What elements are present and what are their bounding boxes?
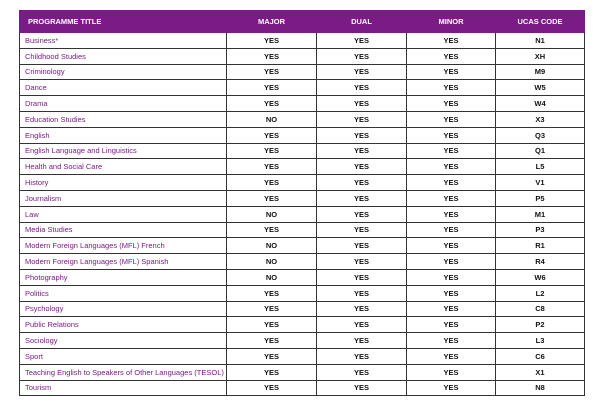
table-row — [20, 48, 585, 64]
dual-cell: YES — [317, 206, 407, 222]
dual-cell: YES — [317, 317, 407, 333]
table-row — [20, 222, 585, 238]
major-cell: YES — [227, 333, 317, 349]
ucas-code-cell: W4 — [496, 96, 585, 112]
minor-cell: YES — [407, 301, 496, 317]
table-row — [20, 190, 585, 206]
table-body — [20, 33, 585, 396]
header-minor: MINOR — [407, 11, 496, 33]
major-cell: NO — [227, 269, 317, 285]
major-cell: YES — [227, 285, 317, 301]
major-cell: YES — [227, 96, 317, 112]
minor-cell: YES — [407, 317, 496, 333]
minor-cell: YES — [407, 143, 496, 159]
minor-cell: YES — [407, 206, 496, 222]
header-ucas-code: UCAS CODE — [496, 11, 585, 33]
major-cell: NO — [227, 206, 317, 222]
minor-cell: YES — [407, 159, 496, 175]
major-cell: YES — [227, 301, 317, 317]
programme-title-cell: Business* — [20, 33, 227, 49]
programme-title-cell: English Language and Linguistics — [20, 143, 227, 159]
programme-title-cell: Education Studies — [20, 111, 227, 127]
minor-cell: YES — [407, 111, 496, 127]
minor-cell: YES — [407, 175, 496, 191]
major-cell: NO — [227, 238, 317, 254]
major-cell: YES — [227, 127, 317, 143]
dual-cell: YES — [317, 111, 407, 127]
minor-cell: YES — [407, 96, 496, 112]
ucas-code-cell: P2 — [496, 317, 585, 333]
table-row — [20, 254, 585, 270]
minor-cell: YES — [407, 285, 496, 301]
programme-title-cell: Criminology — [20, 64, 227, 80]
major-cell: YES — [227, 159, 317, 175]
ucas-code-cell: W5 — [496, 80, 585, 96]
minor-cell: YES — [407, 33, 496, 49]
dual-cell: YES — [317, 285, 407, 301]
header-dual: DUAL — [317, 11, 407, 33]
table-row — [20, 380, 585, 396]
programme-title-cell: Sport — [20, 348, 227, 364]
minor-cell: YES — [407, 127, 496, 143]
minor-cell: YES — [407, 222, 496, 238]
programme-title-cell: Psychology — [20, 301, 227, 317]
table-row — [20, 317, 585, 333]
dual-cell: YES — [317, 238, 407, 254]
ucas-code-cell: Q1 — [496, 143, 585, 159]
minor-cell: YES — [407, 348, 496, 364]
ucas-code-cell: P5 — [496, 190, 585, 206]
minor-cell: YES — [407, 190, 496, 206]
dual-cell: YES — [317, 48, 407, 64]
dual-cell: YES — [317, 348, 407, 364]
ucas-code-cell: R1 — [496, 238, 585, 254]
ucas-code-cell: X3 — [496, 111, 585, 127]
header-major: MAJOR — [227, 11, 317, 33]
table-row — [20, 80, 585, 96]
major-cell: NO — [227, 254, 317, 270]
table-row — [20, 269, 585, 285]
minor-cell: YES — [407, 269, 496, 285]
programme-title-cell: Sociology — [20, 333, 227, 349]
table-row — [20, 348, 585, 364]
table-header-row — [20, 11, 585, 33]
major-cell: YES — [227, 175, 317, 191]
dual-cell: YES — [317, 127, 407, 143]
minor-cell: YES — [407, 380, 496, 396]
ucas-code-cell: P3 — [496, 222, 585, 238]
dual-cell: YES — [317, 64, 407, 80]
programme-title-cell: Public Relations — [20, 317, 227, 333]
programme-title-cell: Dance — [20, 80, 227, 96]
dual-cell: YES — [317, 254, 407, 270]
ucas-code-cell: R4 — [496, 254, 585, 270]
table-row — [20, 238, 585, 254]
table-row — [20, 285, 585, 301]
ucas-code-cell: N8 — [496, 380, 585, 396]
dual-cell: YES — [317, 190, 407, 206]
ucas-code-cell: M9 — [496, 64, 585, 80]
dual-cell: YES — [317, 159, 407, 175]
major-cell: YES — [227, 190, 317, 206]
major-cell: YES — [227, 317, 317, 333]
programme-title-cell: Law — [20, 206, 227, 222]
minor-cell: YES — [407, 333, 496, 349]
programme-title-cell: Media Studies — [20, 222, 227, 238]
major-cell: YES — [227, 380, 317, 396]
major-cell: YES — [227, 48, 317, 64]
major-cell: YES — [227, 222, 317, 238]
programme-title-cell: Modern Foreign Languages (MFL) Spanish — [20, 254, 227, 270]
table-row — [20, 127, 585, 143]
minor-cell: YES — [407, 238, 496, 254]
programme-table-container — [19, 10, 584, 396]
ucas-code-cell: W6 — [496, 269, 585, 285]
table-row — [20, 64, 585, 80]
dual-cell: YES — [317, 80, 407, 96]
dual-cell: YES — [317, 222, 407, 238]
minor-cell: YES — [407, 80, 496, 96]
table-row — [20, 333, 585, 349]
dual-cell: YES — [317, 364, 407, 380]
programme-title-cell: History — [20, 175, 227, 191]
ucas-code-cell: M1 — [496, 206, 585, 222]
table-row — [20, 364, 585, 380]
programme-table — [19, 10, 585, 396]
ucas-code-cell: L5 — [496, 159, 585, 175]
dual-cell: YES — [317, 175, 407, 191]
major-cell: YES — [227, 33, 317, 49]
programme-title-cell: Childhood Studies — [20, 48, 227, 64]
ucas-code-cell: Q3 — [496, 127, 585, 143]
table-row — [20, 143, 585, 159]
minor-cell: YES — [407, 48, 496, 64]
ucas-code-cell: C8 — [496, 301, 585, 317]
table-row — [20, 33, 585, 49]
dual-cell: YES — [317, 143, 407, 159]
major-cell: YES — [227, 64, 317, 80]
table-row — [20, 301, 585, 317]
programme-title-cell: Politics — [20, 285, 227, 301]
table-row — [20, 206, 585, 222]
programme-title-cell: Modern Foreign Languages (MFL) French — [20, 238, 227, 254]
major-cell: YES — [227, 364, 317, 380]
programme-title-cell: Health and Social Care — [20, 159, 227, 175]
minor-cell: YES — [407, 64, 496, 80]
programme-title-cell: Journalism — [20, 190, 227, 206]
programme-title-cell: Photography — [20, 269, 227, 285]
dual-cell: YES — [317, 96, 407, 112]
programme-title-cell: Teaching English to Speakers of Other Languages (TESOL) — [20, 364, 227, 380]
dual-cell: YES — [317, 301, 407, 317]
programme-title-cell: English — [20, 127, 227, 143]
programme-title-cell: Drama — [20, 96, 227, 112]
major-cell: YES — [227, 348, 317, 364]
ucas-code-cell: C6 — [496, 348, 585, 364]
minor-cell: YES — [407, 254, 496, 270]
table-row — [20, 111, 585, 127]
ucas-code-cell: L2 — [496, 285, 585, 301]
dual-cell: YES — [317, 333, 407, 349]
ucas-code-cell: X1 — [496, 364, 585, 380]
ucas-code-cell: N1 — [496, 33, 585, 49]
ucas-code-cell: V1 — [496, 175, 585, 191]
header-programme-title: PROGRAMME TITLE — [20, 11, 227, 33]
minor-cell: YES — [407, 364, 496, 380]
major-cell: YES — [227, 80, 317, 96]
table-row — [20, 175, 585, 191]
ucas-code-cell: XH — [496, 48, 585, 64]
table-row — [20, 159, 585, 175]
dual-cell: YES — [317, 33, 407, 49]
major-cell: NO — [227, 111, 317, 127]
table-row — [20, 96, 585, 112]
dual-cell: YES — [317, 380, 407, 396]
major-cell: YES — [227, 143, 317, 159]
dual-cell: YES — [317, 269, 407, 285]
programme-title-cell: Tourism — [20, 380, 227, 396]
ucas-code-cell: L3 — [496, 333, 585, 349]
